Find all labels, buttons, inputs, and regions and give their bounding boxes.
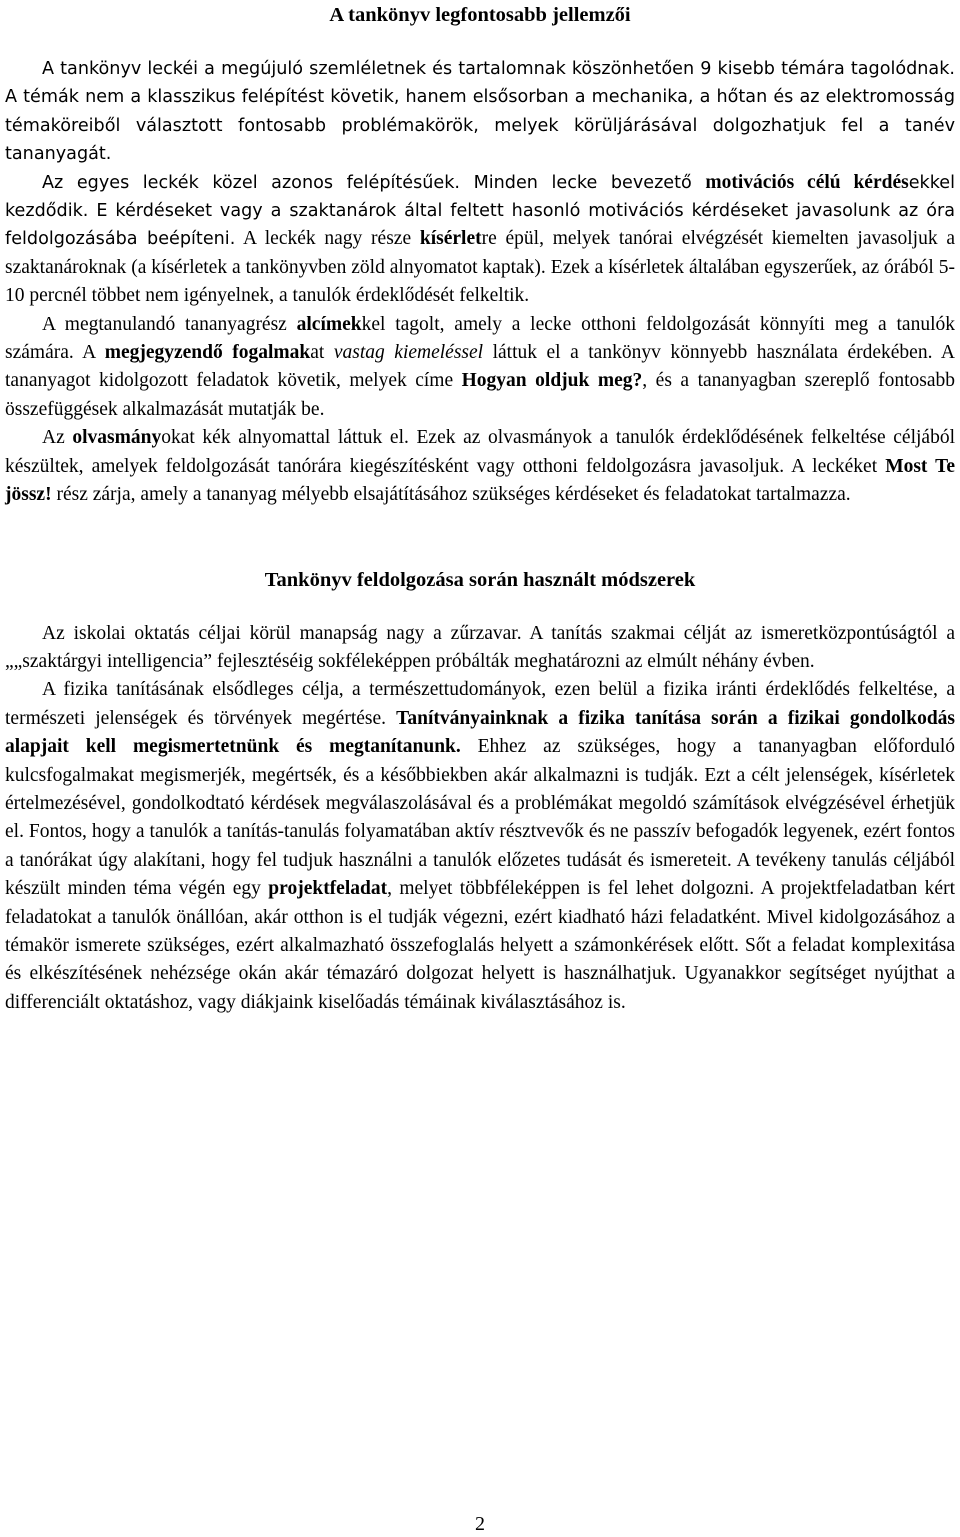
emphasis-concepts: megjegyzendő fogalmak: [104, 342, 311, 364]
emphasis-how-to-solve: Hogyan oldjuk meg?: [461, 370, 643, 392]
paragraph-education-goals: Az iskolai oktatás céljai körül manapság nagy a zűrzavar. A tanítás szakmai célját az ismeretközpontúságtól a „„szaktárgyi intelligencia” fejlesztéséig sokféleképpen próbálták meghatározni az elmúlt néhány évben.: [5, 622, 955, 672]
emphasis-reading: olvasmány: [72, 427, 162, 449]
section-title-methods: Tankönyv feldolgozása során használt módszerek: [264, 568, 696, 591]
emphasis-experiment: kísérlet: [419, 228, 482, 250]
emphasis-physics-thinking: Tanítványainknak a fizika tanítása során a fizikai gondolkodás alapjait kell megismertetnünk és megtanítanunk.: [5, 707, 955, 758]
emphasis-your-turn: Most Te jössz!: [5, 455, 955, 506]
document-page: [5, 0, 955, 1017]
paragraph-physics-goals: A fizika tanításának elsődleges célja, a természettudományok, ezen belül a fizika iránti érdeklődés felkeltése, a természeti jelenségek és törvények megértése. Tanítványainknak a fizika tanítása során a fizikai gondolkodás alapjait kell megismertetnünk és megtanítanunk. Ehhez az szükséges, hogy a tananyagban előforduló kulcsfogalmakat megismerjék, megértsék, és a későbbiekben akár alkalmazni is tudják. Ezt a célt jelenségek, kísérletek értelmezésével, gondolkodtató kérdések megválaszolásával és a problémákat megoldó számítások elvégzésével érhetjük el. Fontos, hogy a tanulók a tanítás-tanulás folyamatában aktív résztvevők és ne passzív befogadók legyenek, ezért fontos a tanórákat úgy alakítani, hogy fel tudjuk használni a tanulók előzetes tudását és ismereteit. A tevékeny tanulás céljából készült minden téma végén egy projektfeladat, melyet többféleképpen is fel lehet dolgozni. A projektfeladatban kért feladatokat a tanulók önállóan, akár otthon is el tudják végezni, ezért kiadható házi feladatként. Mivel kidolgozásához a témakör ismerete szükséges, ezért alkalmazható összefoglalás helyett a számonkérések előtt. Sőt a feladat komplexitása és elkészítésének nehézsége okán akár témazáró dolgozat helyett is használhatjuk. Ugyanakkor segítséget nyújthat a differenciált oktatáshoz, vagy diákjaink kiselőadás témáinak kiválasztásához is.: [5, 679, 956, 1013]
paragraph-readings: Az olvasmányokat kék alnyomattal láttuk el. Ezek az olvasmányok a tanulók érdeklődésének felkeltése céljából készültek, amelyek feldolgozását tanórára kiegészítésként vagy otthoni feldolgozásra javasoljuk. A leckéket Most Te jössz! rész zárja, amely a tananyag mélyebb elsajátításához szükséges kérdéseket és feladatokat tartalmazza.: [5, 427, 955, 506]
paragraph-subtitles: A megtanulandó tananyagrész alcímekkel tagolt, amely a lecke otthoni feldolgozását könnyíti meg a tanulók számára. A megjegyzendő fogalmakat vastag kiemeléssel láttuk el a tankönyv könnyebb használata érdekében. A tananyagot kidolgozott feladatok követik, melyek címe Hogyan oldjuk meg?, és a tananyagban szereplő fontosabb összefüggések alkalmazását mutatják be.: [5, 313, 956, 420]
emphasis-subtitles: alcímek: [296, 313, 362, 335]
section-title-features: A tankönyv legfontosabb jellemzői: [329, 4, 631, 26]
page-number: 2: [475, 1513, 485, 1535]
emphasis-bold-highlight: vastag kiemeléssel: [333, 342, 484, 364]
emphasis-motivational-questions: motivációs célú kérdés: [705, 171, 909, 193]
paragraph-lesson-structure: Az egyes leckék közel azonos felépítésűek. Minden lecke bevezető motivációs célú kérdésekkel kezdődik. E kérdéseket vagy a szaktanárok által feltett hasonló motivációs kérdéseket javasolunk az óra feldolgozásába beépíteni. A leckék nagy része kísérletre épül, melyek tanórai elvégzését kiemelten javasoljuk a szaktanároknak (a kísérletek a tankönyvben zöld alnyomatot kaptak). Ezek a kísérletek általában egyszerűek, az órából 5-10 percnél többet nem igényelnek, a tanulók érdeklődését felkeltik.: [5, 171, 956, 307]
emphasis-project-task: projektfeladat: [268, 878, 388, 900]
paragraph-topics: A tankönyv leckéi a megújuló szemléletnek és tartalomnak köszönhetően 9 kisebb témára tagolódnak. A témák nem a klasszikus felépítést követik, hanem elsősorban a mechanika, a hőtan és az elektromosság témaköreiből választott fontosabb problémakörök, melyek körüljárásával dolgozhatjuk fel a tanév tananyagát.: [5, 59, 955, 165]
